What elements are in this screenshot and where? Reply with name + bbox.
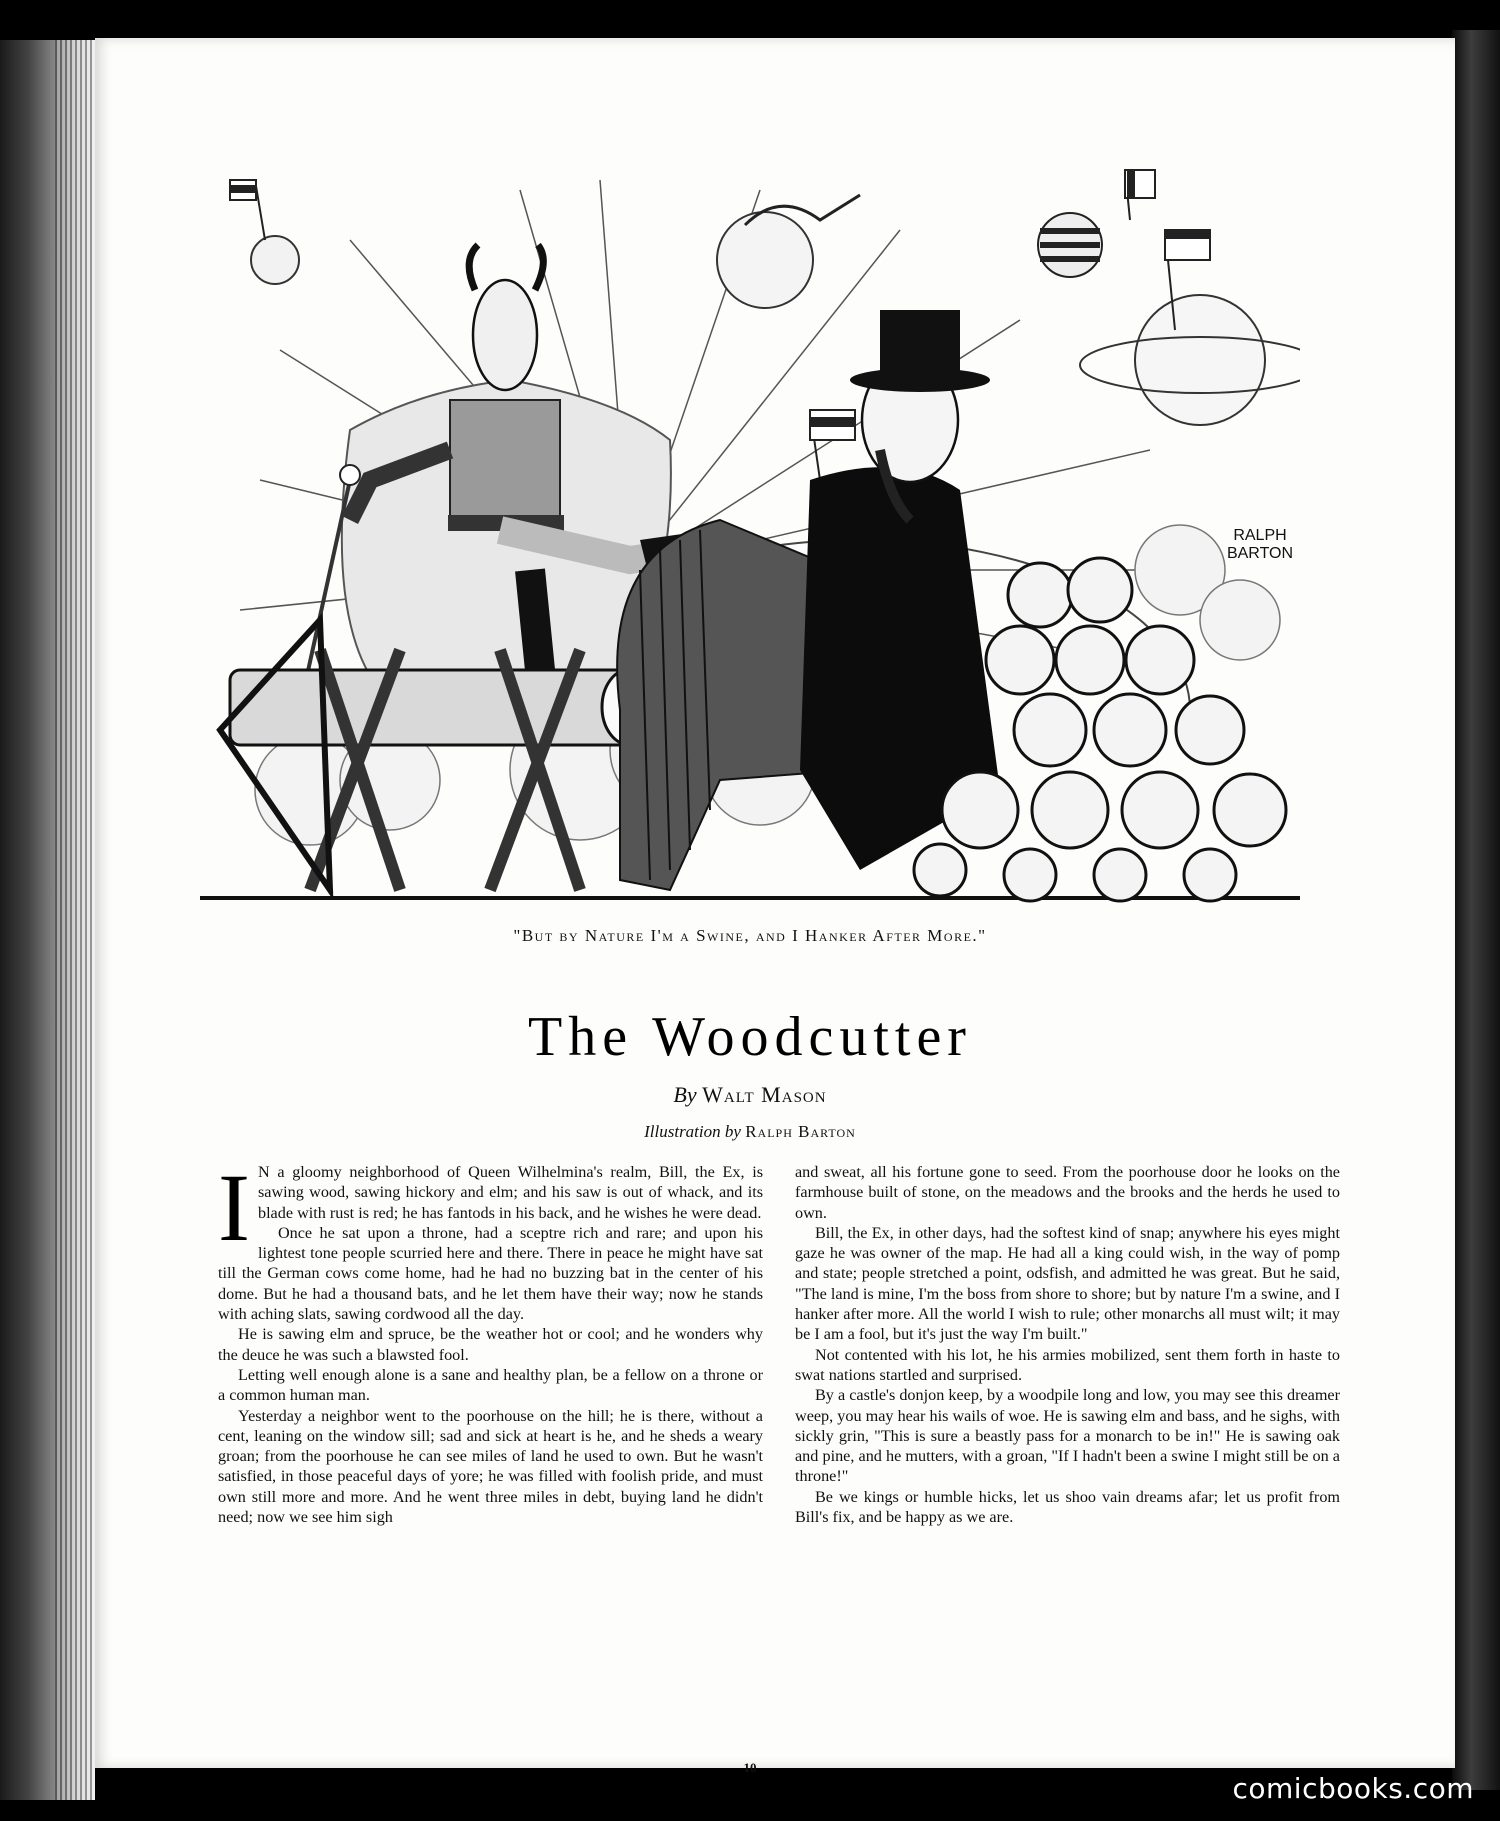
paragraph: Bill, the Ex, in other days, had the softest kind of snap; anywhere his eyes might gaze he was owner of the map. He had all a king could wish, in the way of pomp and state; people stretched a point, odsfish, and admitted he was great. But he said, "The land is mine, I'm the boss from shore to shore; but by nature I'm a swine, and I hanker after more. All the world I wish to rule; other monarchs all must wilt; it may be I am a fool, but it's just the way I'm built." xyxy=(795,1223,1340,1344)
article-column-left xyxy=(218,1154,763,1527)
paragraph: Once he sat upon a throne, had a sceptre rich and rare; and upon his lightest tone people scurried here and there. There in peace he might have sat till the German cows come home, had he had no buzzing bat in the center of his dome. But he had a thousand bats, and he let them have their way; now he stands with aching slats, sawing cordwood all the day. xyxy=(218,1223,763,1324)
byline-lead: By xyxy=(673,1082,697,1107)
facing-page-edge xyxy=(1452,30,1500,1790)
site-watermark: comicbooks.com xyxy=(1232,1772,1474,1805)
planet-helmet xyxy=(717,195,860,308)
artist-signature-line1: RALPH xyxy=(1233,527,1287,544)
illustration-credit xyxy=(200,1122,1300,1142)
paragraph: Letting well enough alone is a sane and healthy plan, be a fellow on a throne or a common human man. xyxy=(218,1365,763,1405)
paragraph: I N a gloomy neighborhood of Queen Wilhelmina's realm, Bill, the Ex, is sawing wood, sawing hickory and elm; and his saw is out of whack, and its blade with rust is red; he has fantods in his back, and he wishes he were dead. xyxy=(218,1154,763,1261)
illustration-caption: "But by Nature I'm a Swine, and I Hanker After More." xyxy=(513,926,987,945)
paragraph: Not contented with his lot, he his armies mobilized, sent them forth in haste to swat nations startled and surprised. xyxy=(795,1345,1340,1384)
article-title: The Woodcutter xyxy=(528,1006,972,1068)
byline xyxy=(200,1082,1300,1108)
drop-cap: I xyxy=(218,1154,250,1261)
page-number: 10 xyxy=(743,1760,757,1775)
page-edges xyxy=(55,40,95,1800)
paragraph: By a castle's donjon keep, by a woodpile long and low, you may see this dreamer weep, you may hear his wails of woe. He is sawing elm and bass, and he sighs, with sickly grin, "This is sure a beastly pass for a monarch to be in!" He is sawing oak and pine, and he mutters, with a groan, "If I hadn't been a swine I might still be on a throne!" xyxy=(795,1386,1340,1486)
woodcutter-illustration xyxy=(200,150,1300,910)
planet-saturn xyxy=(1080,295,1300,425)
paragraph: Yesterday a neighbor went to the poorhouse on the hill; he is there, without a cent, leaning on the window sill; sad and sick at heart is he, and he sheds a weary groan; from the poorhouse he can see miles of land he used to own. But he wasn't satisfied, in those peaceful days of yore; he was filled with foolish pride, and must own still more and more. And he went three miles in debt, buying land he didn't need; now we see him sigh xyxy=(218,1406,763,1527)
artist-signature-line2: BARTON xyxy=(1226,545,1294,562)
illustration-credit-lead: Illustration by xyxy=(644,1122,741,1141)
paragraph: He is sawing elm and spruce, be the weather hot or cool; and he wonders why the deuce he was such a blawsted fool. xyxy=(218,1325,763,1364)
paragraph: Be we kings or humble hicks, let us shoo vain dreams afar; let us profit from Bill's fix, and be happy as we are. xyxy=(795,1487,1340,1527)
illustrator-name: Ralph Barton xyxy=(745,1122,856,1141)
planet-striped xyxy=(1038,213,1102,277)
paragraph: and sweat, all his fortune gone to seed. From the poorhouse door he looks on the farmhouse built of stone, on the meadows and the brooks and the herds he used to own. xyxy=(795,1163,1340,1222)
article-column-right xyxy=(795,1162,1340,1527)
author-name: Walt Mason xyxy=(702,1082,827,1107)
